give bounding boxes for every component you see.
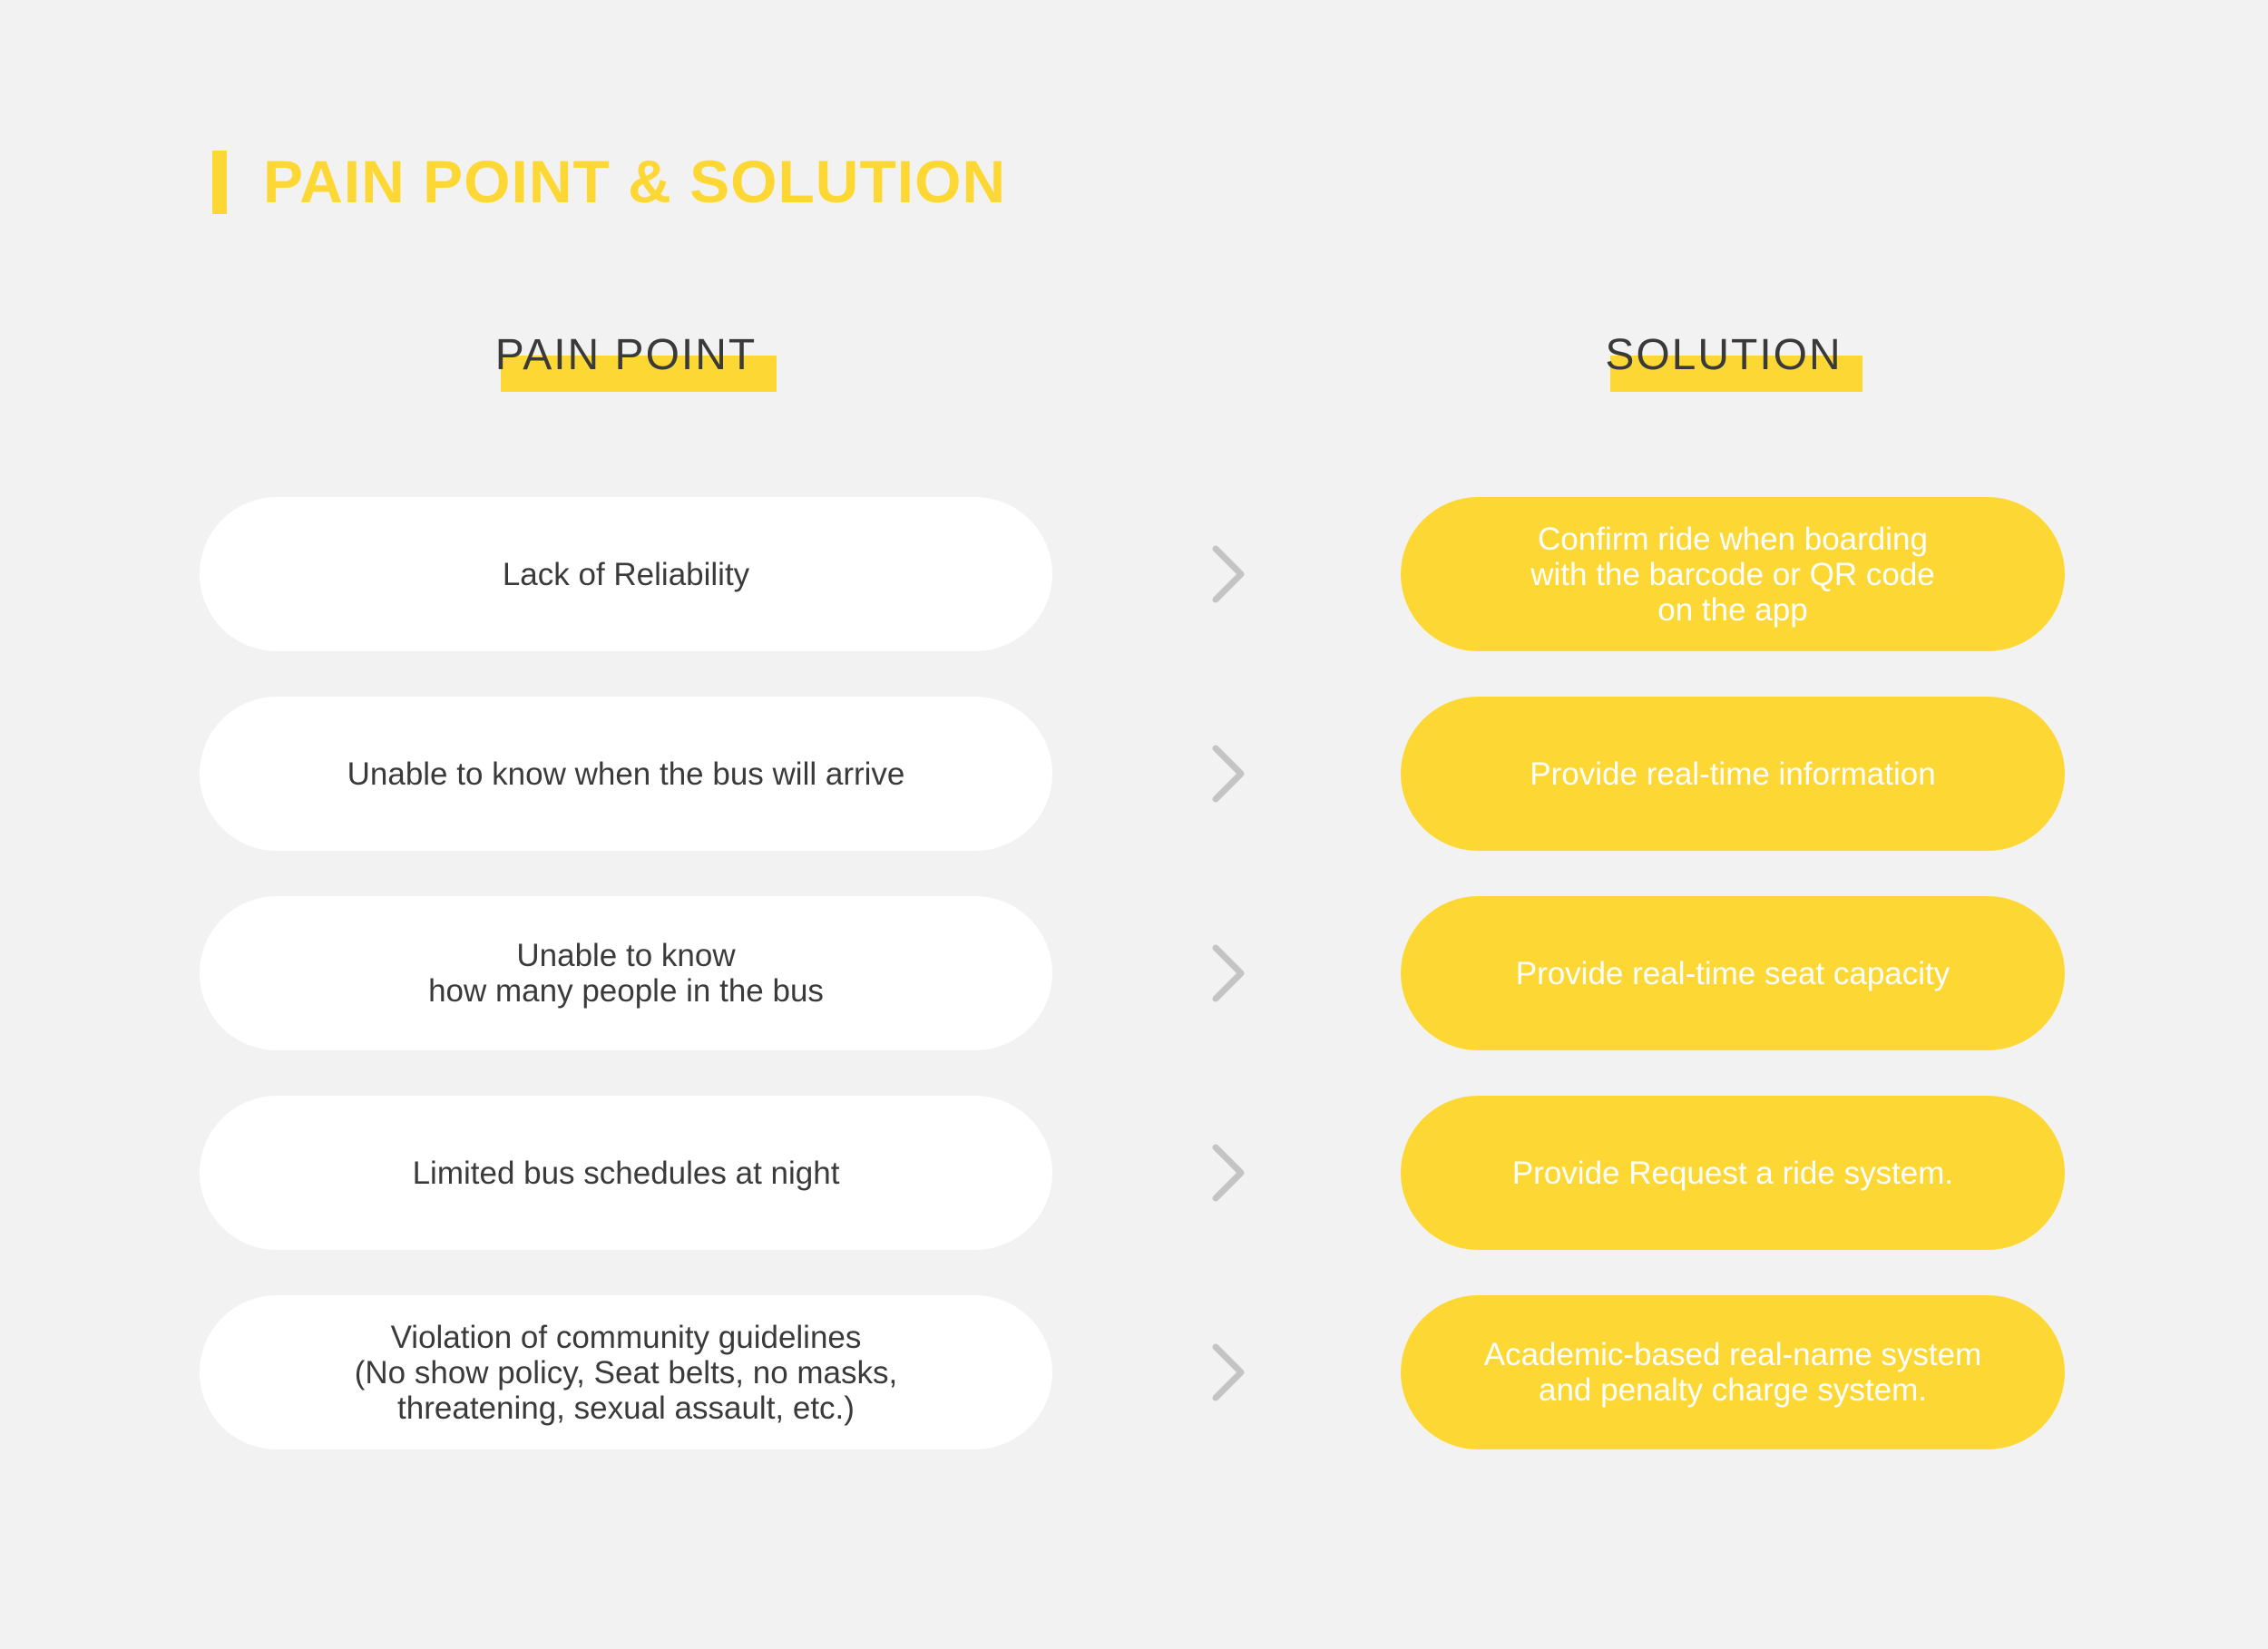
chevron-right-icon (1210, 943, 1246, 1003)
pain-point-pill: Lack of Reliability (200, 497, 1052, 651)
solution-pill: Academic-based real-name system and penalty charge system. (1401, 1295, 2065, 1449)
chevron-right-icon (1210, 744, 1246, 804)
pain-point-heading (354, 327, 898, 399)
chevron-right-icon (1210, 1143, 1246, 1203)
solution-pill: Provide real-time seat capacity (1401, 896, 2065, 1050)
solution-heading-wrap (1605, 327, 1842, 385)
pain-point-pill: Limited bus schedules at night (200, 1096, 1052, 1250)
pain-point-heading-wrap (495, 327, 757, 385)
solution-pill: Confirm ride when boarding with the barcode or QR code on the app (1401, 497, 2065, 651)
pain-point-pill: Unable to know when the bus will arrive (200, 697, 1052, 851)
solution-heading (1452, 327, 1996, 399)
page-title: PAIN POINT & SOLUTION (263, 148, 1007, 215)
pain-point-pill: Unable to know how many people in the bus (200, 896, 1052, 1050)
solution-pill: Provide real-time information (1401, 697, 2065, 851)
solution-heading-text: SOLUTION (1605, 331, 1843, 379)
chevron-right-icon (1210, 544, 1246, 604)
pain-point-pill: Violation of community guidelines (No show policy, Seat belts, no masks, threatening, sexual assault, etc.) (200, 1295, 1052, 1449)
chevron-right-icon (1210, 1342, 1246, 1402)
solution-pill: Provide Request a ride system. (1401, 1096, 2065, 1250)
title-accent-bar (212, 151, 227, 214)
pain-point-heading-text: PAIN POINT (494, 331, 758, 379)
